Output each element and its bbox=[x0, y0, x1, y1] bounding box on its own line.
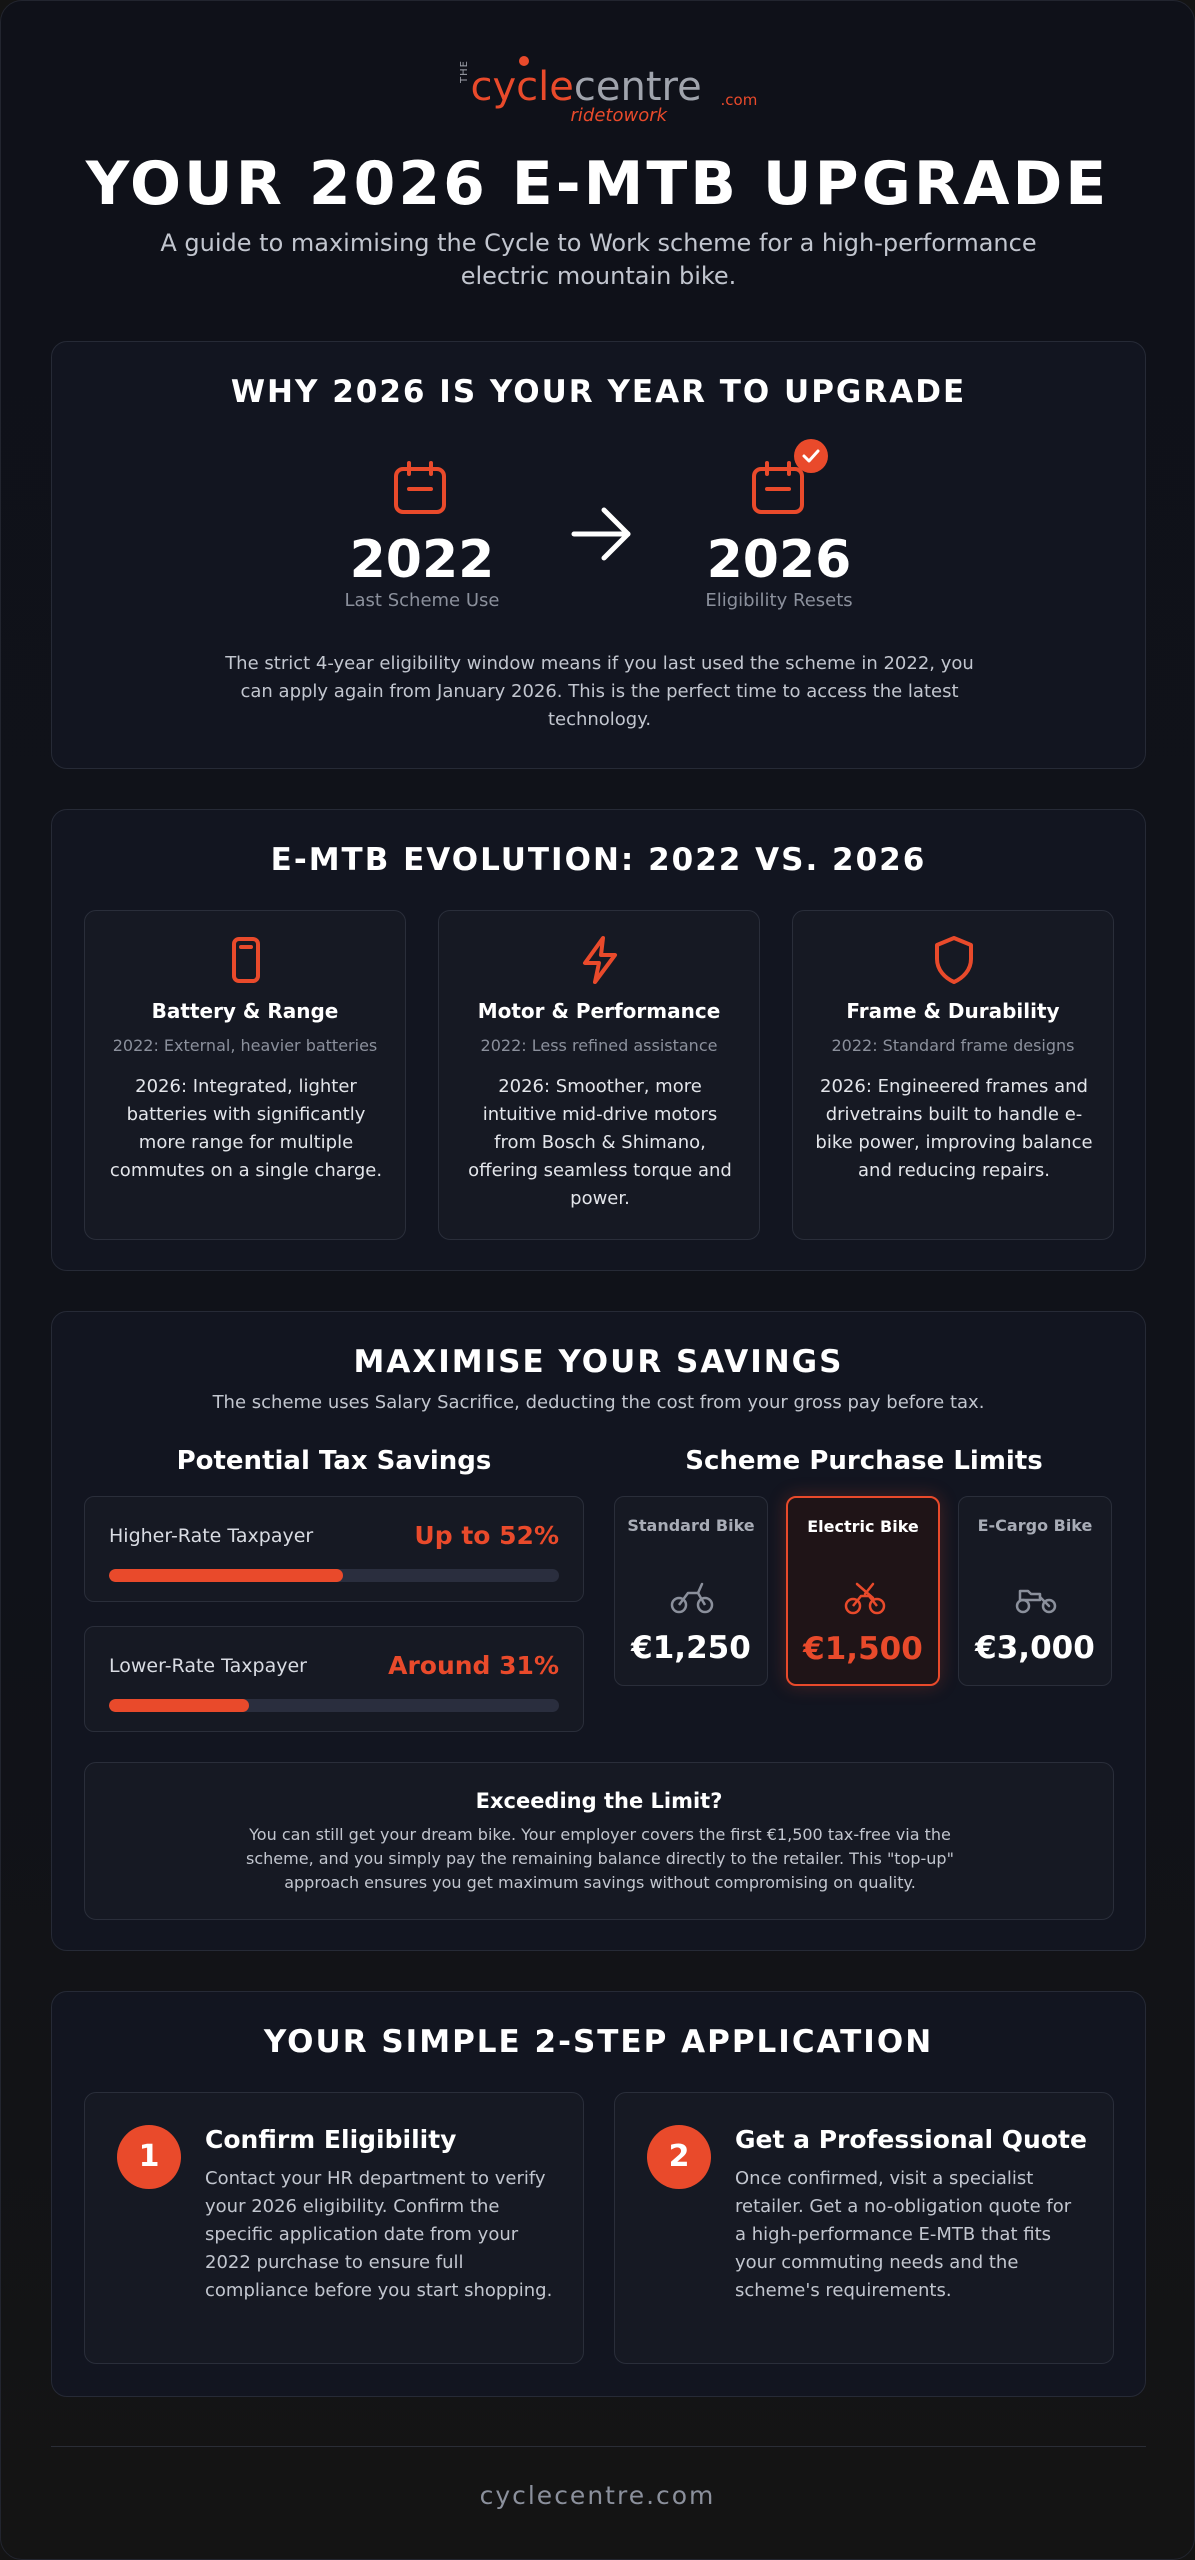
logo[interactable] bbox=[1, 53, 1194, 127]
savings-section bbox=[51, 1311, 1146, 1951]
tax-value: Around 31% bbox=[388, 1651, 559, 1680]
cargo-bike-icon bbox=[1014, 1579, 1058, 1615]
tax-saving-lower bbox=[84, 1626, 584, 1732]
step-body: Contact your HR department to verify your 2026 eligibility. Confirm the specific application date from your 2022 purchase to ensure full compliance before you start shopping. bbox=[205, 2168, 553, 2301]
limit-value: €1,250 bbox=[631, 1630, 751, 1666]
tax-value: Up to 52% bbox=[414, 1521, 559, 1550]
savings-intro: The scheme uses Salary Sacrifice, deducting the cost from your gross pay before tax. bbox=[212, 1392, 985, 1413]
feature-title: Battery & Range bbox=[151, 999, 339, 1023]
limit-value: €1,500 bbox=[803, 1631, 923, 1667]
tax-progress-bar bbox=[109, 1569, 559, 1582]
logo-domain: .com bbox=[720, 91, 758, 109]
eligibility-text: The strict 4-year eligibility window means if you last used the scheme in 2022, you can apply again from January 2026. This is the perfect time to access the latest technology. bbox=[225, 653, 974, 730]
application-steps-section bbox=[51, 1991, 1146, 2397]
bicycle-icon bbox=[670, 1579, 714, 1615]
section-title: E-MTB EVOLUTION: 2022 VS. 2026 bbox=[270, 842, 927, 878]
battery-icon bbox=[219, 933, 273, 987]
limit-card-standard[interactable] bbox=[614, 1496, 768, 1686]
tax-progress-bar bbox=[109, 1699, 559, 1712]
step-title: Get a Professional Quote bbox=[735, 2125, 1087, 2154]
why-upgrade-section bbox=[51, 341, 1146, 769]
limit-card-cargo[interactable] bbox=[958, 1496, 1112, 1686]
check-badge-icon bbox=[794, 439, 828, 473]
section-title: WHY 2026 IS YOUR YEAR TO UPGRADE bbox=[230, 374, 967, 410]
limit-value: €3,000 bbox=[975, 1630, 1095, 1666]
feature-new: 2026: Engineered frames and drivetrains built to handle e-bike power, improving balance and reducing repairs. bbox=[815, 1076, 1093, 1181]
logo-the: THE bbox=[458, 60, 470, 83]
step-title: Confirm Eligibility bbox=[205, 2125, 457, 2154]
footer-link[interactable]: cyclecentre.com bbox=[479, 2481, 716, 2510]
limit-card-electric[interactable] bbox=[786, 1496, 940, 1686]
feature-old: 2022: External, heavier batteries bbox=[112, 1036, 378, 1055]
feature-new: 2026: Smoother, more intuitive mid-drive motors from Bosch & Shimano, offering seamless torque and power. bbox=[468, 1076, 732, 1209]
feature-old: 2022: Less refined assistance bbox=[480, 1036, 718, 1055]
year-from-label: Last Scheme Use bbox=[344, 590, 500, 611]
tax-saving-higher bbox=[84, 1496, 584, 1602]
feature-card-battery bbox=[84, 910, 406, 1240]
year-from bbox=[322, 530, 522, 611]
feature-card-frame bbox=[792, 910, 1114, 1240]
calendar-icon bbox=[392, 460, 448, 516]
feature-new: 2026: Integrated, lighter batteries with significantly more range for multiple commutes on a single charge. bbox=[109, 1076, 383, 1181]
section-title: MAXIMISE YOUR SAVINGS bbox=[353, 1344, 844, 1380]
feature-title: Motor & Performance bbox=[477, 999, 721, 1023]
tax-progress-fill bbox=[109, 1699, 249, 1712]
evolution-section bbox=[51, 809, 1146, 1271]
limit-label: Standard Bike bbox=[627, 1516, 755, 1535]
year-to-label: Eligibility Resets bbox=[705, 590, 853, 611]
feature-old: 2022: Standard frame designs bbox=[831, 1036, 1075, 1055]
electric-bike-icon bbox=[843, 1580, 887, 1616]
limits-heading: Scheme Purchase Limits bbox=[685, 1446, 1043, 1476]
exceed-limit-box bbox=[84, 1762, 1114, 1920]
step-body: Once confirmed, visit a specialist retailer. Get a no-obligation quote for a high-performance E-MTB that fits your commuting needs and the scheme's requirements. bbox=[735, 2168, 1072, 2301]
page-subtitle: A guide to maximising the Cycle to Work scheme for a high-performance electric mountain bike. bbox=[160, 229, 1037, 290]
limit-label: Electric Bike bbox=[807, 1517, 919, 1536]
shield-icon bbox=[927, 933, 981, 987]
feature-title: Frame & Durability bbox=[846, 999, 1060, 1023]
tax-label: Higher-Rate Taxpayer bbox=[109, 1525, 314, 1547]
feature-card-motor bbox=[438, 910, 760, 1240]
year-to bbox=[679, 530, 879, 611]
arrow-right-icon bbox=[570, 502, 634, 566]
exceed-body: You can still get your dream bike. Your employer covers the first €1,500 tax-free via the scheme, and you simply pay the remaining balance directly to the retailer. This "top-up" approach ensures you get maximum savings without compromising on quality. bbox=[246, 1825, 954, 1892]
limit-label: E-Cargo Bike bbox=[977, 1516, 1093, 1535]
logo-brand: cyclecentre bbox=[470, 64, 702, 110]
footer-divider bbox=[51, 2446, 1146, 2447]
step-card-2 bbox=[614, 2092, 1114, 2364]
step-number: 2 bbox=[647, 2125, 711, 2189]
step-card-1 bbox=[84, 2092, 584, 2364]
year-from-value: 2022 bbox=[349, 530, 495, 590]
tax-label: Lower-Rate Taxpayer bbox=[109, 1655, 307, 1677]
step-number: 1 bbox=[117, 2125, 181, 2189]
tax-progress-fill bbox=[109, 1569, 343, 1582]
page-title: YOUR 2026 E-MTB UPGRADE bbox=[85, 149, 1110, 219]
section-title: YOUR SIMPLE 2-STEP APPLICATION bbox=[263, 2024, 934, 2060]
logo-tagline: ridetowork bbox=[570, 105, 668, 126]
tax-heading: Potential Tax Savings bbox=[176, 1446, 492, 1476]
year-to-value: 2026 bbox=[706, 530, 852, 590]
exceed-title: Exceeding the Limit? bbox=[475, 1789, 723, 1813]
lightning-icon bbox=[573, 933, 627, 987]
